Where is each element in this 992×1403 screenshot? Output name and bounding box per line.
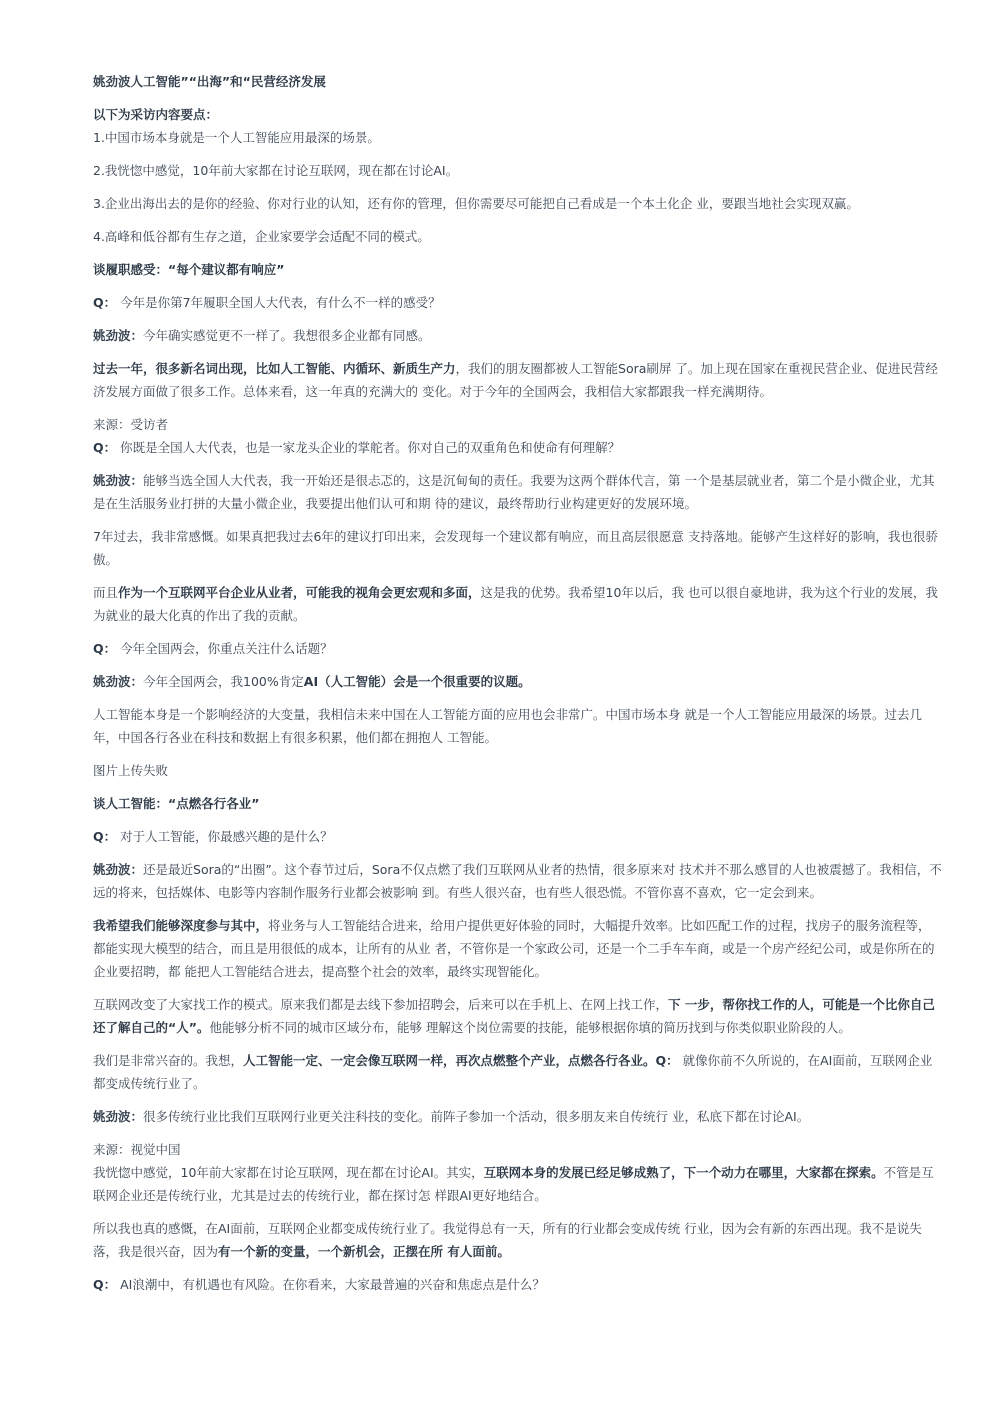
bold-text: 作为一个互联网平台企业从业者，可能我的视角会更宏观和多面， bbox=[118, 585, 481, 600]
bold-text: 姚劲波： bbox=[93, 862, 144, 877]
paragraph bbox=[93, 1049, 942, 1095]
text: 1.中国市场本身就是一个人工智能应用最深的场景。 bbox=[93, 130, 380, 145]
text: 今年全国两会，我100%肯定 bbox=[143, 674, 304, 689]
text: 4.高峰和低谷都有生存之道，企业家要学会适配不同的模式。 bbox=[93, 229, 430, 244]
paragraph bbox=[93, 1273, 942, 1296]
document-title bbox=[93, 70, 942, 93]
paragraph bbox=[93, 469, 942, 515]
paragraph bbox=[93, 436, 942, 459]
text: 所以我也真的感慨，在AI面前，互联网企业都变成传统行业了。我觉得总有一天，所有的行业都会变成传统 行业，因为会有新的东西出现。我不是说失落，我是很兴奋，因为 bbox=[93, 1221, 922, 1259]
paragraph bbox=[93, 1217, 942, 1263]
paragraph bbox=[93, 258, 942, 281]
text: 你既是全国人大代表，也是一家龙头企业的掌舵者。你对自己的双重角色和使命有何理解？ bbox=[116, 440, 621, 455]
bold-text: 有一个新的变量，一个新机会，正摆在所 有人面前。 bbox=[218, 1244, 510, 1259]
text: 很多传统行业比我们互联网行业更关注科技的变化。前阵子参加一个活动，很多朋友来自传统行 业，私底下都在讨论AI。 bbox=[143, 1109, 810, 1124]
bold-text: 我希望我们能够深度参与其中， bbox=[93, 918, 269, 933]
text: 将业务与人工智能结合进来，给用户提供更好体验的同时，大幅提升效率。比如匹配工作的过程，找房子的服务流程等，都能实现大模型的结合，而且是用很低的成本，让所有的从业 者，不管你是一个家政公司，还是一个二手车车商，或是一个房产经纪公司，或是你所在的企业要招聘，都 能把人工智能结合进去，提高整个社会的效率，最终实现智能化。 bbox=[93, 918, 935, 979]
text: ，我们的朋友圈都被人工智能Sora刷屏 了。加上现在国家在重视民营企业、促进民营经济发展方面做了很多工作。总体来看，这一年真的充满大的 变化。对于今年的全国两会，我相信大家都跟我一样充满期待。 bbox=[93, 361, 938, 399]
paragraph bbox=[93, 637, 942, 660]
paragraph bbox=[93, 825, 942, 848]
bold-text: AI（人工智能）会是一个很重要的议题。 bbox=[303, 674, 531, 689]
paragraph bbox=[93, 1161, 942, 1207]
bold-text: 姚劲波： bbox=[93, 674, 144, 689]
text: 今年确实感觉更不一样了。我想很多企业都有同感。 bbox=[143, 328, 431, 343]
paragraph bbox=[93, 192, 942, 215]
bold-text: 姚劲波： bbox=[93, 473, 144, 488]
text: 能够当选全国人大代表，我一开始还是很忐忑的，这是沉甸甸的责任。我要为这两个群体代言，第 一个是基层就业者，第二个是小微企业，尤其是在生活服务业打拼的大量小微企业，我要提出他们认可和期 待的建议，最终帮助行业构建更好的发展环境。 bbox=[93, 473, 935, 511]
paragraph bbox=[93, 703, 942, 749]
bold-text: 以下为采访内容要点： bbox=[93, 107, 219, 122]
text: 今年全国两会，你重点关注什么话题？ bbox=[116, 641, 333, 656]
paragraph bbox=[93, 792, 942, 815]
paragraph bbox=[93, 103, 942, 126]
text: 不管是互联网企业还是传统行业，尤其是过去的传统行业，都在探讨怎 样跟AI更好地结合。 bbox=[93, 1165, 934, 1203]
text: 来源：受访者 bbox=[93, 417, 169, 432]
text: 互联网改变了大家找工作的模式。原来我们都是去线下参加招聘会，后来可以在手机上、在网上找工作， bbox=[93, 997, 669, 1012]
text: 还是最近Sora的“出圈”。这个春节过后，Sora不仅点燃了我们互联网从业者的热情，很多原来对 技术并不那么感冒的人也被震撼了。我相信，不远的将来，包括媒体、电影等内容制作服务行业都会被影响 到。有些人很兴奋，也有些人很恐慌。不管你喜不喜欢，它一定会到来。 bbox=[93, 862, 942, 900]
text: 他能够分析不同的城市区域分布，能够 理解这个岗位需要的技能，能够根据你填的简历找到与你类似职业阶段的人。 bbox=[209, 1020, 851, 1035]
paragraph bbox=[93, 858, 942, 904]
text: 我恍惚中感觉，10年前大家都在讨论互联网，现在都在讨论AI。其实， bbox=[93, 1165, 484, 1180]
paragraph bbox=[93, 357, 942, 403]
text: 今年是你第7年履职全国人大代表，有什么不一样的感受？ bbox=[116, 295, 441, 310]
bold-text: Q： bbox=[93, 641, 117, 656]
paragraph bbox=[93, 1105, 942, 1128]
paragraph bbox=[93, 581, 942, 627]
bold-text: Q： bbox=[93, 829, 117, 844]
text: 这是我的优势。我希望10年以后，我 也可以很自豪地讲，我为这个行业的发展，我为就业的最大化真的作出了我的贡献。 bbox=[93, 585, 938, 623]
bold-text: 谈人工智能：“点燃各行各业” bbox=[93, 796, 260, 811]
bold-text: 过去一年，很多新名词出现，比如人工智能、内循环、新质生产力 bbox=[93, 361, 456, 376]
paragraph bbox=[93, 670, 942, 693]
paragraph bbox=[93, 525, 942, 571]
bold-text: 姚劲波人工智能”“出海”和“民营经济发展 bbox=[93, 74, 326, 89]
paragraph bbox=[93, 225, 942, 248]
text: 2.我恍惚中感觉，10年前大家都在讨论互联网，现在都在讨论AI。 bbox=[93, 163, 459, 178]
paragraph bbox=[93, 159, 942, 182]
paragraph bbox=[93, 993, 942, 1039]
text: 3.企业出海出去的是你的经验、你对行业的认知，还有你的管理，但你需要尽可能把自己看成是一个本土化企 业，要跟当地社会实现双赢。 bbox=[93, 196, 859, 211]
text: 我们是非常兴奋的。我想， bbox=[93, 1053, 244, 1068]
text: AI浪潮中，有机遇也有风险。在你看来，大家最普遍的兴奋和焦虑点是什么？ bbox=[116, 1277, 545, 1292]
paragraph bbox=[93, 413, 942, 436]
bold-text: Q： bbox=[93, 1277, 117, 1292]
paragraph bbox=[93, 1138, 942, 1161]
bold-text: Q： bbox=[93, 295, 117, 310]
bold-text: Q： bbox=[93, 440, 117, 455]
text: 就像你前不久所说的，在AI面前，互联网企业都变成传统行业了。 bbox=[93, 1053, 933, 1091]
bold-text: 谈履职感受：“每个建议都有响应” bbox=[93, 262, 285, 277]
bold-text: 姚劲波： bbox=[93, 328, 144, 343]
bold-text: 人工智能一定、一定会像互联网一样，再次点燃整个产业，点燃各行各业。Q： bbox=[243, 1053, 679, 1068]
text: 人工智能本身是一个影响经济的大变量，我相信未来中国在人工智能方面的应用也会非常广。中国市场本身 就是一个人工智能应用最深的场景。过去几年，中国各行各业在科技和数据上有很多积累，他们都在拥抱人 工智能。 bbox=[93, 707, 922, 745]
paragraph bbox=[93, 914, 942, 983]
paragraph bbox=[93, 759, 942, 782]
paragraph bbox=[93, 324, 942, 347]
bold-text: 互联网本身的发展已经足够成熟了，下一个动力在哪里，大家都在探索。 bbox=[483, 1165, 884, 1180]
text: 来源：视觉中国 bbox=[93, 1142, 181, 1157]
text: 对于人工智能，你最感兴趣的是什么？ bbox=[116, 829, 333, 844]
text: 而且 bbox=[93, 585, 119, 600]
bold-text: 下 一步，帮你找工作的人，可能是一个比你自己还了解自己的“人”。 bbox=[93, 997, 935, 1035]
paragraph bbox=[93, 126, 942, 149]
text: 图片上传失败 bbox=[93, 763, 169, 778]
bold-text: 姚劲波： bbox=[93, 1109, 144, 1124]
text: 7年过去，我非常感慨。如果真把我过去6年的建议打印出来，会发现每一个建议都有响应，而且高层很愿意 支持落地。能够产生这样好的影响，我也很骄傲。 bbox=[93, 529, 938, 567]
paragraph bbox=[93, 291, 942, 314]
